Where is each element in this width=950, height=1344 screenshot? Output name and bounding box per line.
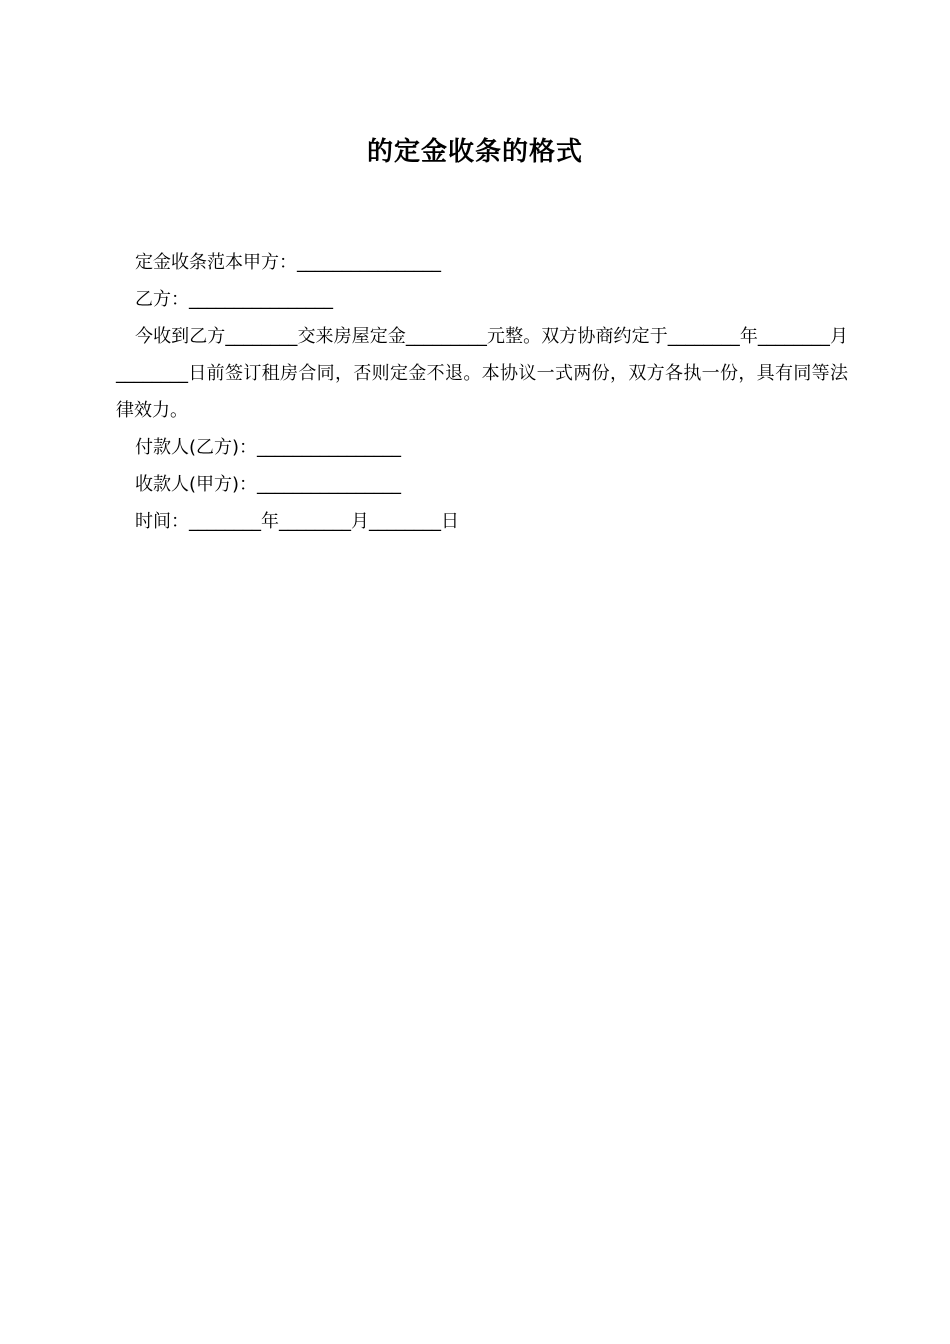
party-b-line: 乙方：________________ — [135, 289, 333, 310]
party-a-line: 定金收条范本甲方：________________ — [135, 252, 441, 273]
payer-line: 付款人(乙方)：________________ — [135, 437, 402, 458]
payee-line: 收款人(甲方)：________________ — [135, 474, 402, 495]
document-title: 的定金收条的格式 — [366, 137, 583, 167]
document-body — [116, 244, 848, 540]
date-line: 时间：________年________月________日 — [135, 511, 459, 532]
receipt-statement: 今收到乙方________交来房屋定金_________元整。双方协商约定于________年________月________日前签订租房合同，否则定金不退。本协议一式两份，双方各执一份，具有同等法律效力。 — [116, 326, 848, 421]
